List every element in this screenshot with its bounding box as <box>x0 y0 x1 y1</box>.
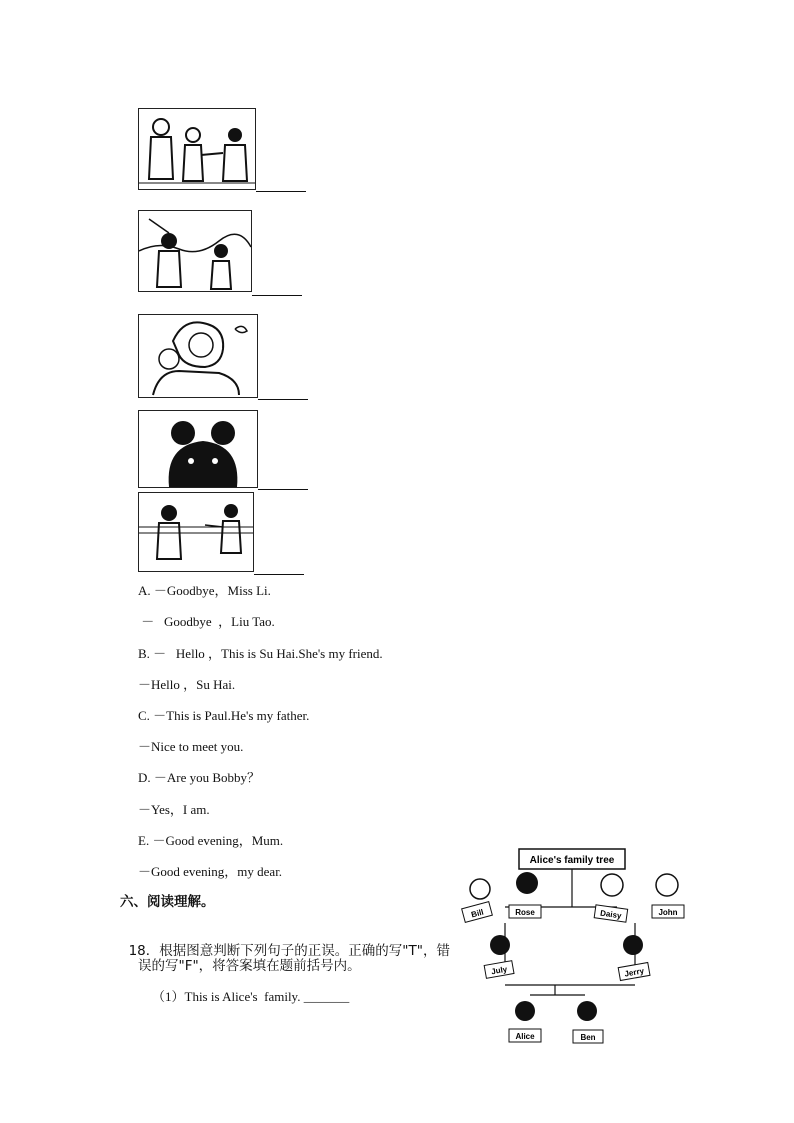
option-c-line-1: C. －This is Paul.He's my father. <box>138 708 310 723</box>
question-text-1: 根据图意判断下列句子的正误。正确的写"T"，错 <box>159 943 450 959</box>
answer-blank-5[interactable] <box>254 574 304 575</box>
picture-4 <box>138 410 258 488</box>
answer-blank-4[interactable] <box>258 489 308 490</box>
member-ben <box>573 1001 603 1043</box>
section-heading: 六、阅读理解。 <box>120 894 215 910</box>
option-b-line-2: －Hello ，Su Hai. <box>138 677 236 692</box>
option-a-line-1: A. －Goodbye，Miss Li. <box>138 583 271 598</box>
option-d-line-2: －Yes，I am. <box>138 802 210 817</box>
svg-text:John: John <box>658 908 678 917</box>
person-icon <box>656 874 678 896</box>
person-icon <box>490 935 510 955</box>
option-e-line-1: E. －Good evening，Mum. <box>138 833 284 848</box>
member-july <box>484 935 514 978</box>
member-alice <box>509 1001 541 1042</box>
family-tree <box>455 845 700 1050</box>
option-d-line-1: D. －Are you Bobby？ <box>138 770 261 785</box>
person-icon <box>470 879 490 899</box>
people-meeting-icon <box>139 109 255 189</box>
svg-text:Daisy: Daisy <box>599 908 622 921</box>
person-icon <box>577 1001 597 1021</box>
picture-1 <box>138 108 256 190</box>
member-jerry <box>618 935 650 980</box>
svg-text:July: July <box>490 964 508 977</box>
option-a-line-2: － Goodbye ，Liu Tao. <box>138 614 275 629</box>
family-tree-title: Alice's family tree <box>529 855 615 866</box>
member-john <box>652 874 684 918</box>
question-18-line-1 <box>120 927 450 959</box>
member-bill <box>462 879 493 922</box>
picture-3 <box>138 314 258 398</box>
person-icon <box>601 874 623 896</box>
children-seaside-icon <box>139 493 253 571</box>
mother-child-icon <box>139 315 257 397</box>
question-item-1: （1）This is Alice's family. _______ <box>152 989 350 1004</box>
picture-5 <box>138 492 254 572</box>
person-icon <box>516 872 538 894</box>
member-daisy <box>594 874 627 922</box>
person-icon <box>515 1001 535 1021</box>
option-b-line-1: B. － Hello ，This is Su Hai.She's my friend. <box>138 646 383 661</box>
svg-text:Bill: Bill <box>470 907 485 920</box>
question-18-line-2: 误的写"F"，将答案填在题前括号内。 <box>138 958 361 974</box>
answer-blank-2[interactable] <box>252 295 302 296</box>
question-number: 18． <box>128 943 160 959</box>
option-e-line-2: －Good evening，my dear. <box>138 864 283 879</box>
answer-blank-1[interactable] <box>256 191 306 192</box>
svg-text:Alice: Alice <box>515 1032 535 1041</box>
picture-2 <box>138 210 252 292</box>
teddy-bear-icon <box>139 411 257 487</box>
people-outdoors-icon <box>139 211 251 291</box>
svg-text:Ben: Ben <box>580 1033 596 1042</box>
person-icon <box>623 935 643 955</box>
svg-text:Rose: Rose <box>515 908 535 917</box>
option-c-line-2: －Nice to meet you. <box>138 739 244 754</box>
svg-text:Jerry: Jerry <box>623 966 645 979</box>
member-rose <box>509 872 541 918</box>
answer-blank-3[interactable] <box>258 399 308 400</box>
